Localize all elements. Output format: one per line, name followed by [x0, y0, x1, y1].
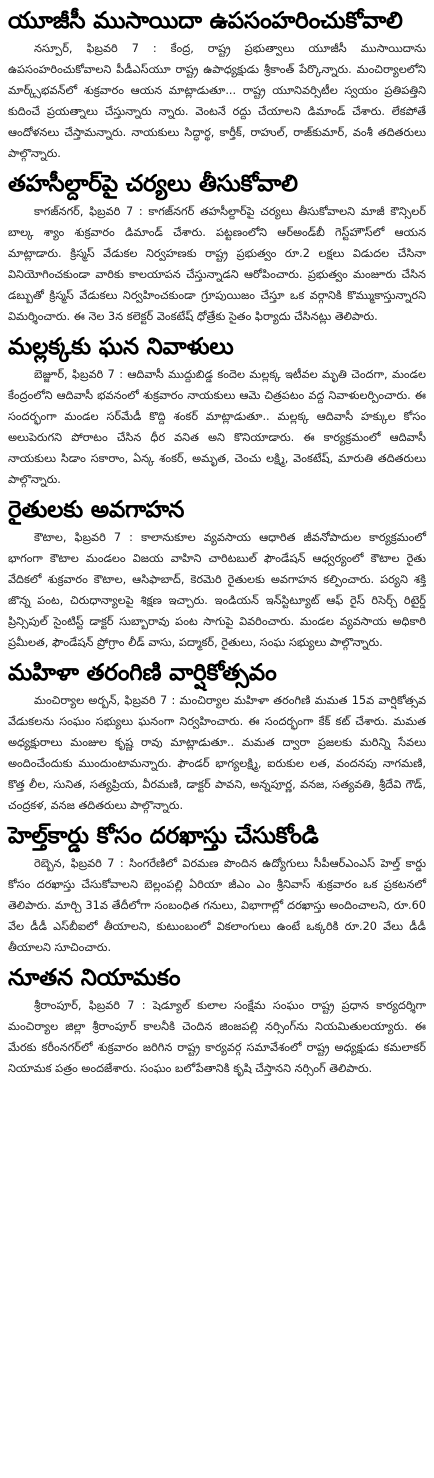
article-body: బెజ్జూర్, ఫిబ్రవరి 7 : ఆదివాసీ ముద్దుబిడ్డ కందెల మల్లక్క ఇటీవల మృతి చెందగా, మండల కేంద్రంలోని ఆదివాసీ భవనంలో శుక్రవారం నాయకులు ఆమె చిత్రపటం వద్ద నివాళులర్పించారు. ఈ సందర్భంగా మండల సర్‌మేడీ కొద్ది శంకర్ మాట్లాడుతూ.. మల్లక్క ఆదివాసీ హక్కుల కోసం అలుపెరుగని పోరాటం చేసిన ధీర వనిత అని కొనియాడారు. ఈ కార్యక్రమంలో ఆదివాసీ నాయకులు సిడాం సకారాం, ఏన్క శంకర్, అమృత, చెంచు లక్ష్మి, వెంకటేష్, మారుతి తదితరులు పాల్గొన్నారు.: [8, 368, 426, 486]
article-headline: రైతులకు అవగాహన: [8, 497, 185, 523]
article-headline: యూజీసీ ముసాయిదా ఉపసంహరించుకోవాలి: [8, 8, 403, 34]
article-mahila-taranginj: [8, 658, 426, 816]
article-mallakka-tribute: [8, 332, 426, 490]
article-headline: మల్లక్కకు ఘన నివాళులు: [8, 334, 234, 360]
article-body: కౌటాల, ఫిబ్రవరి 7 : కాలానుకూల వ్యవసాయ ఆధారిత జీవనోపాదుల కార్యక్రమంలో భాగంగా కౌటాల మండలం విజయ వాహిని చారిటబుల్ ఫౌండేషన్ ఆధ్వర్యంలో కౌటాల రైతు వేదికలో శుక్రవారం కౌటాల, ఆసిఫాబాద్, కెరమెరి రైతులకు అవగాహన కల్పించారు. పర్యని శక్తి జొన్న పంట, చిరుధాన్యాలపై శిక్షణ ఇచ్చారు. ఇండియన్ ఇన్‌స్టిట్యూట్ ఆఫ్ రైస్ రిసెర్చ్ రిటైర్డ్ ప్రిన్సిపుల్ సైంటిస్ట్ డాక్టర్ సుబ్బారావు పంట సాగుపై వివరించారు. మండల వ్యవసాయ అధికారి ప్రమీలత, ఫౌండేషన్ ప్రోగ్రాం లీడ్ వాసు, పద్మాకర్, రైతులు, సంఘ సభ్యులు పాల్గొన్నారు.: [8, 531, 426, 649]
article-health-card: [8, 821, 426, 958]
article-body: శ్రీరాంపూర్, ఫిబ్రవరి 7 : షెడ్యూల్ కులాల సంక్షేమ సంఘం రాష్ట్ర ప్రధాన కార్యదర్శిగా మంచిర్యాల జిల్లా శ్రీరాంపూర్ కాలనీకి చెందిన జింజపల్లి నర్సింగ్‌ను నియమితులయ్యారు. ఈ మేరకు కరీంనగర్‌లో శుక్రవారం జరిగిన రాష్ట్ర కార్యవర్గ సమావేశంలో రాష్ట్ర అధ్యక్షుడు కమలాకర్ నియామక పత్రం అందజేశారు. సంఘం బలోపేతానికి కృషి చేస్తానని నర్సింగ్ తెలిపారు.: [8, 999, 426, 1075]
article-new-appointment: [8, 963, 426, 1079]
article-body: నస్పూర్, ఫిబ్రవరి 7 : కేంద్ర, రాష్ట్ర ప్రభుత్వాలు యూజీసీ ముసాయిదాను ఉపసంహరించుకోవాలని పీడీఎస్‌యూ రాష్ట్ర ఉపాధ్యక్షుడు శ్రీకాంత్ పేర్కొన్నారు. మంచిర్యాలలోని మార్క్స్‌భవన్‌లో శుక్రవారం ఆయన మాట్లాడుతూ... రాష్ట్ర యూనివర్సిటీల స్వయం ప్రతిపత్తిని కుదించే ప్రయత్నాలు చేస్తున్నారు న్నారు. వెంటనే రద్దు చేయాలని డిమాండ్ చేశారు. లేకపోతే ఆందోళనలు చేస్తామన్నారు. నాయకులు సిద్ధార్థ, కార్తీక్, రాహుల్, రాజ్‌కుమార్, వంశీ తదితరులు పాల్గొన్నారు.: [8, 42, 426, 160]
article-farmers-awareness: [8, 495, 426, 653]
article-ugc-draft: [8, 6, 426, 164]
article-body: మంచిర్యాల అర్బన్, ఫిబ్రవరి 7 : మంచిర్యాల మహిళా తరంగిణి మమత 15వ వార్షికోత్సవ వేడుకలను సంఘం సభ్యులు ఘనంగా నిర్వహించారు. ఈ సందర్భంగా కేక్ కట్ చేశారు. మమత అధ్యక్షురాలు మంజుల కృష్ణ రావు మాట్లాడుతూ.. మమత ద్వారా ప్రజలకు మరిన్ని సేవలు అందించేందుకు ముందుంటామన్నారు. ఫౌండర్ భాగ్యలక్ష్మి, ఐరుకుల లత, వందనపు నాగమణి, కొత్త లీల, సునిత, సత్యప్రియ, వీరమణి, డాక్టర్ పావని, అన్నపూర్ణ, వనజ, సత్యవతి, శ్రీదేవి గౌడ్, చంద్రకళ, వనజ తదితరులు పాల్గొన్నారు.: [8, 694, 426, 812]
article-headline: మహిళా తరంగిణి వార్షికోత్సవం: [8, 660, 277, 686]
article-tahsildar-action: [8, 169, 426, 327]
article-body: రెబ్బెన, ఫిబ్రవరి 7 : సింగరేణిలో విరమణ పొందిన ఉద్యోగులు సీపీఆర్ఎంఎస్ హెల్త్ కార్డు కోసం దరఖాస్తు చేసుకోవాలని బెల్లంపల్లి ఏరియా జీఎం ఎం శ్రీనివాస్ శుక్రవారం ఒక ప్రకటనలో తెలిపారు. మార్చి 31వ తేదీలోగా సంబంధిత గనులు, విభాగాల్లో దరఖాస్తు అందించాలని, రూ.60 వేల డీడీ ఎస్‌బీఐలో తీయాలని, కుటుంబంలో వికలాంగులు ఉంటే ఒక్కరికి రూ.20 వేలు డీడీ తీయాలని సూచించారు.: [8, 857, 426, 954]
article-headline: హెల్త్‌కార్డు కోసం దరఖాస్తు చేసుకోండి: [8, 823, 319, 849]
article-body: కాగజ్‌నగర్, ఫిబ్రవరి 7 : కాగజ్‌నగర్ తహసీల్దార్‌పై చర్యలు తీసుకోవాలని మాజీ కౌన్సిలర్ బాల్క శ్యాం శుక్రవారం డిమాండ్ చేశారు. పట్టణంలోని ఆర్అండ్‌బీ గెస్ట్‌హౌస్‌లో ఆయన మాట్లాడారు. క్రిస్మస్ వేడుకల నిర్వహణకు రాష్ట్ర ప్రభుత్వం రూ.2 లక్షలు విడుదల చేసినా వినియోగించకుండా వారికు కాలయాపన చేస్తున్నాడని ఆరోపించారు. ప్రభుత్వం మంజూరు చేసిన డబ్బుతో క్రిస్మస్ వేడుకలు నిర్వహించకుండా గ్రూపుయిజం చేస్తూ ఒక వర్గానికి కొమ్ముకాస్తున్నారని విమర్శించారు. ఈ నెల 3న కలెక్టర్ వెంకటేష్ ధోత్రేకు సైతం ఫిర్యాదు చేసినట్లు తెలిపారు.: [8, 205, 426, 323]
article-headline: తహసీల్దార్‌పై చర్యలు తీసుకోవాలి: [8, 171, 298, 197]
article-headline: నూతన నియామకం: [8, 965, 181, 991]
